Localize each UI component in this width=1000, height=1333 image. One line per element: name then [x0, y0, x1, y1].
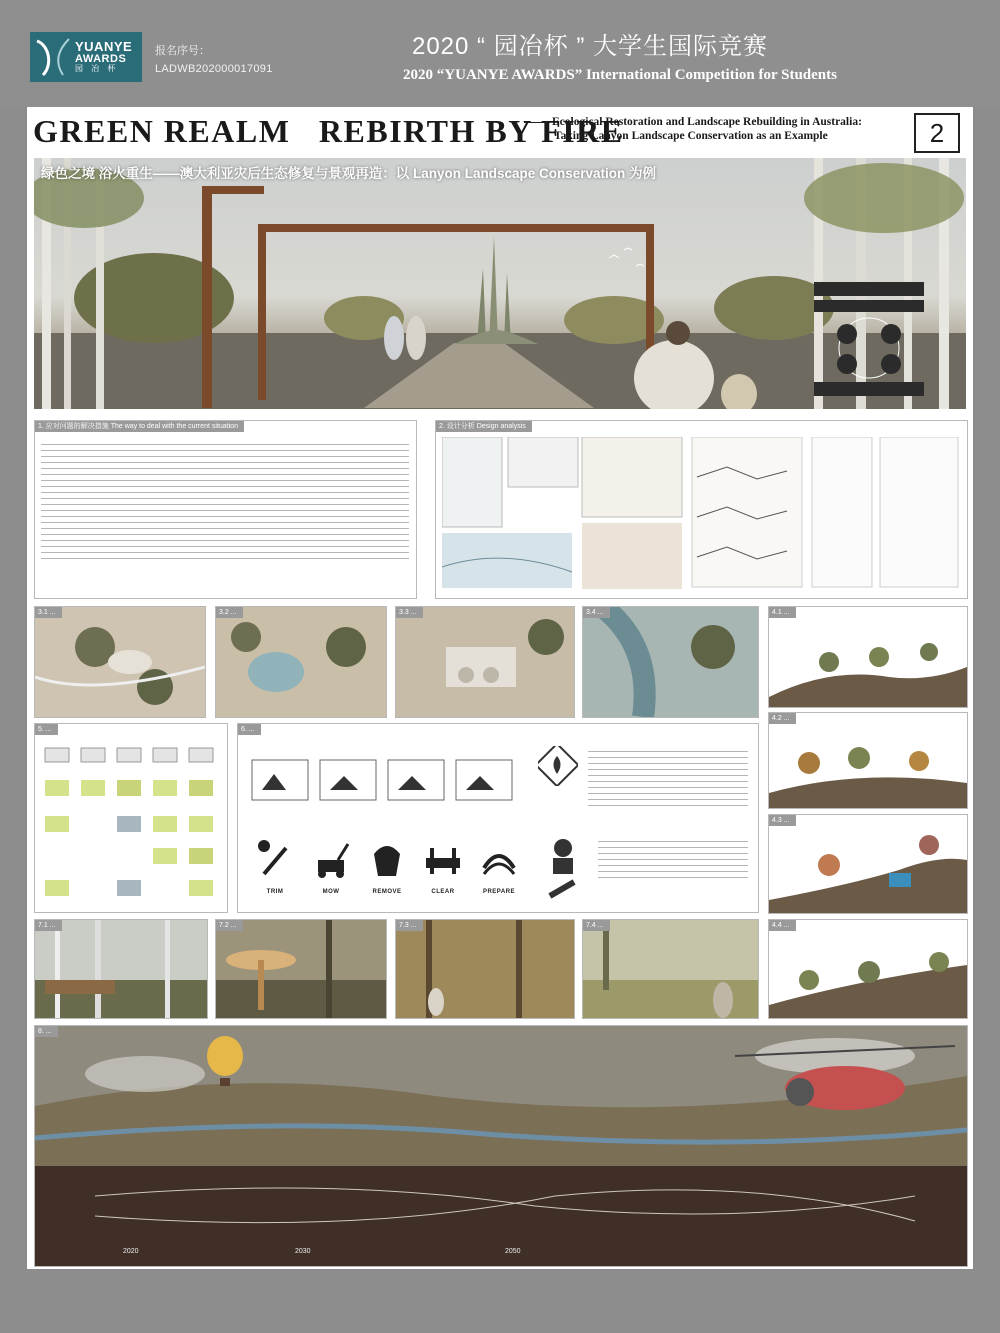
section-cut-illustration	[769, 815, 967, 913]
section-7-3-label: 7.3 ...	[396, 920, 423, 931]
section-3-1-label: 3.1 ...	[35, 607, 62, 618]
poster-main-title: GREEN REALM REBIRTH BY FIRE	[33, 113, 624, 149]
section-render-7-2	[215, 919, 387, 1019]
section-design-analysis	[435, 420, 968, 599]
trim-icon	[252, 834, 298, 884]
section-render-7-4	[582, 919, 759, 1019]
competition-title-en: 2020 “YUANYE AWARDS” International Competition for Students	[403, 67, 837, 83]
plan-map-illustration	[583, 607, 758, 717]
section-cut-illustration	[769, 607, 967, 707]
section-3-2-label: 3.2 ...	[216, 607, 243, 618]
plan-map-illustration	[216, 607, 386, 717]
section-render-7-3	[395, 919, 575, 1019]
hero-title: 绿色之境 浴火重生——澳大利亚灾后生态修复与景观再造：以 Lanyon Landscape Conservation 为例	[41, 166, 657, 181]
section-plan-3-2	[215, 606, 387, 718]
section-4-2-label: 4.2 ...	[769, 713, 796, 724]
section-1-label: 1. 应对问题的解决措施 The way to deal with the current situation	[35, 421, 244, 432]
yuanye-logo	[30, 32, 142, 82]
section-cut-illustration	[769, 713, 967, 808]
prepare-icon	[476, 834, 522, 884]
forest-render-illustration	[583, 920, 758, 1018]
section-7-1-label: 7.1 ...	[35, 920, 62, 931]
timeline-year-2020: 2020	[123, 1248, 139, 1255]
section-4-3-label: 4.3 ...	[769, 815, 796, 826]
trim-action	[252, 834, 298, 895]
competition-title-cn: 2020 “ 园冶杯 ” 大学生国际竞赛	[411, 33, 769, 60]
remove-icon	[364, 834, 410, 884]
section-plan-3-4	[582, 606, 759, 718]
section-7-2-label: 7.2 ...	[216, 920, 243, 931]
logo-line-3: 园 冶 杯	[75, 64, 119, 74]
header-band	[0, 0, 1000, 107]
hero-rendering	[34, 158, 966, 409]
poster-subtitle	[524, 116, 862, 144]
section-3-3-label: 3.3 ...	[396, 607, 423, 618]
plan-map-illustration	[35, 607, 205, 717]
section-6-label: 6. ...	[238, 724, 261, 735]
human-factor-notes	[598, 836, 748, 883]
section-3-4-label: 3.4 ...	[583, 607, 610, 618]
prevention-checklist	[588, 746, 748, 811]
timeline-year-2030: 2030	[295, 1248, 311, 1255]
section-4-3	[768, 814, 968, 914]
section-4-2	[768, 712, 968, 809]
section-8-label: 8. ...	[35, 1026, 58, 1037]
section-plan-3-3	[395, 606, 575, 718]
clear-icon	[420, 834, 466, 884]
section-2-label: 2. 设计分析 Design analysis	[436, 421, 532, 432]
section-4-4	[768, 919, 968, 1019]
action-label-prepare: PREPARE	[482, 889, 516, 895]
section-4-4-label: 4.4 ...	[769, 920, 796, 931]
section-4-1	[768, 606, 968, 708]
mow-icon	[308, 834, 354, 884]
section-7-4-label: 7.4 ...	[583, 920, 610, 931]
subtitle-line-1: Ecological Restoration and Landscape Rebuilding in Australia:	[552, 116, 862, 128]
human-factor-icons	[538, 836, 588, 906]
aerial-panorama-illustration	[35, 1026, 967, 1266]
action-label-trim: TRIM	[266, 889, 284, 895]
section-5	[34, 723, 228, 913]
logo-emblem-icon	[33, 35, 73, 79]
forest-render-illustration	[216, 920, 386, 1018]
registration-label: 报名序号：	[155, 45, 210, 57]
fire-action-icons	[252, 834, 522, 895]
logo-line-1: YUANYE	[75, 39, 133, 55]
plan-map-illustration	[396, 607, 574, 717]
timeline-year-2050: 2050	[505, 1248, 521, 1255]
subtitle-line-2: Taking Lanyon Landscape Conservation as an Example	[554, 129, 828, 142]
registration-number: LADWB202000017091	[155, 63, 273, 75]
section-plan-3-1	[34, 606, 206, 718]
countermeasure-table	[41, 439, 409, 564]
page-number: 2	[914, 113, 960, 153]
remove-action	[364, 834, 410, 895]
section-4-1-label: 4.1 ...	[769, 607, 796, 618]
hero-strategy-diagram	[789, 278, 949, 398]
section-cut-illustration	[769, 920, 967, 1018]
poster-board	[27, 107, 973, 1269]
logo-line-2: AWARDS	[75, 52, 127, 65]
prepare-action	[476, 834, 522, 895]
action-label-clear: CLEAR	[431, 889, 455, 895]
action-label-mow: MOW	[322, 889, 340, 895]
action-label-remove: REMOVE	[372, 889, 402, 895]
prevention-measures-diagram	[248, 752, 528, 818]
fire-warning-icon	[538, 746, 578, 786]
section-aerial-view	[34, 1025, 968, 1267]
forest-render-illustration	[35, 920, 207, 1018]
layer-axonometric-diagram	[43, 740, 223, 908]
forest-render-illustration	[396, 920, 574, 1018]
section-5-label: 5. ...	[35, 724, 58, 735]
clear-action	[420, 834, 466, 895]
mow-action	[308, 834, 354, 895]
section-render-7-1	[34, 919, 208, 1019]
subtitle-dash	[524, 122, 550, 123]
section-6-fire-prevention	[237, 723, 759, 913]
design-analysis-diagrams	[442, 437, 962, 595]
section-countermeasures	[34, 420, 417, 599]
